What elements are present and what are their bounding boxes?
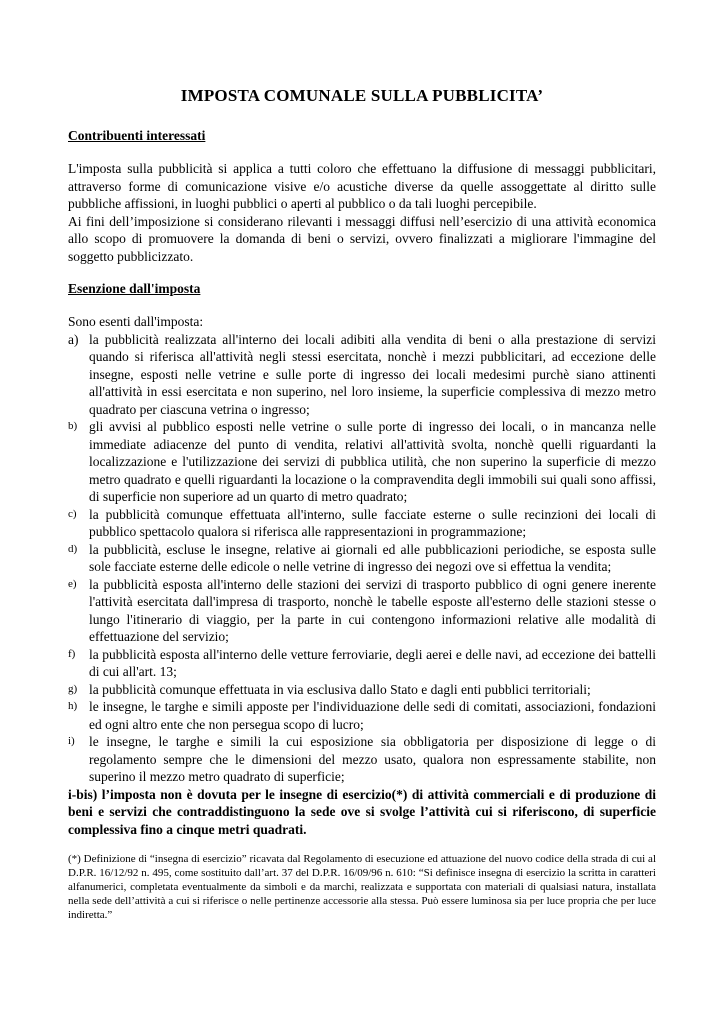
list-item bbox=[68, 646, 656, 681]
list-item bbox=[68, 418, 656, 506]
exemption-intro: Sono esenti dall'imposta: bbox=[68, 314, 204, 329]
footnote: (*) Definizione di “insegna di esercizio” ricavata dal Regolamento di esecuzione ed attuazione del nuovo codice della strada di cui al D.P.R. 16/12/92 n. 495, come sostituito dall’art. 37 del D.P.R. 16/09/96 n. 610: “Si definisce insegna di esercizio la scritta in caratteri alfanumerici, completata eventualmente da simboli e da marchi, realizzata e supportata con materiali di qualsiasi natura, installata nella sede dell’attività a cui si riferisce o nelle pertinenze accessorie alla stessa. Può essere luminosa sia per luce propria che per luce indiretta.” bbox=[68, 853, 656, 921]
list-marker: h) bbox=[68, 700, 78, 712]
paragraph: Ai fini dell’imposizione si considerano rilevanti i messaggi diffusi nell’esercizio di una attività economica allo scopo di promuovere la domanda di beni o servizi, ovvero finalizzati a migliorare l'immagine del soggetto pubblicizzato. bbox=[68, 213, 656, 264]
document-title: IMPOSTA COMUNALE SULLA PUBBLICITA’ bbox=[180, 86, 544, 105]
list-item-text: la pubblicità realizzata all'interno dei locali adibiti alla vendita di beni o alla prestazione di servizi quando si riferisca all'attività negli stessi esercitata, nonchè i mezzi pubblicitari, ad eccezione delle insegne, esposti nelle vetrine e sulle porte di ingresso dei locali medesimi purchè siano attinenti all'attività in essi esercitata e non superino, nel loro insieme, la superficie complessiva di mezzo metro quadrato per ciascuna vetrina o ingresso; bbox=[89, 331, 656, 417]
list-item-text: la pubblicità esposta all'interno delle stazioni dei servizi di trasporto pubblico di ogni genere inerente l'attività esercitata dall'impresa di trasporto, nonchè le tabelle esposte all'esterno delle stazioni stesse o lungo l'itinerario di viaggio, per la parte in cui contengono informazioni relative alle modalità di effettuazione del servizio; bbox=[89, 576, 656, 644]
list-marker: f) bbox=[68, 647, 76, 660]
exemption-i-bis: i-bis) l’imposta non è dovuta per le insegne di esercizio(*) di attività commerciali e di produzione di beni e servizi che contraddistinguono la sede ove si svolge l’attività cui si riferiscono, di superficie complessiva fino a cinque metri quadrati. bbox=[68, 786, 656, 837]
list-item-text: la pubblicità, escluse le insegne, relative ai giornali ed alle pubblicazioni periodiche, se esposta sulle sole facciate esterne delle edicole o nelle vetrine di ingresso dei negozi ove si effettua la vendita; bbox=[89, 541, 656, 574]
list-item bbox=[68, 541, 656, 576]
list-item bbox=[68, 681, 656, 699]
list-item-text: le insegne, le targhe e simili apposte per l'individuazione delle sedi di comitati, associazioni, fondazioni ed ogni altro ente che non persegua scopo di lucro; bbox=[89, 699, 656, 732]
list-item-text: le insegne, le targhe e simili la cui esposizione sia obbligatoria per disposizione di legge o di regolamento sempre che le dimensioni del mezzo usato, qualora non espressamente stabilite, non superino il mezzo metro quadrato di superficie; bbox=[89, 734, 656, 784]
list-marker: b) bbox=[68, 420, 78, 432]
list-item-text: la pubblicità comunque effettuata in via esclusiva dallo Stato e dagli enti pubblici territoriali; bbox=[89, 681, 591, 697]
list-item-text: gli avvisi al pubblico esposti nelle vetrine o sulle porte di ingresso dei locali, o in mancanza nelle immediate adiacenze del punto di vendita, relativi all'attività svolta, nonchè quelli riguardanti la localizzazione e l'utilizzazione dei servizi di pubblica utilità, che non superino la superficie di mezzo metro quadrato e quelli riguardanti la locazione o la compravendita degli immobili sui quali sono affissi, di superficie non superiore ad un quarto di metro quadrato; bbox=[89, 419, 656, 504]
list-marker: e) bbox=[68, 577, 77, 590]
section-heading-contribuenti: Contribuenti interessati bbox=[68, 128, 206, 143]
list-item bbox=[68, 733, 656, 786]
list-item bbox=[68, 576, 656, 646]
list-item bbox=[68, 698, 656, 733]
section-heading-esenzione: Esenzione dall'imposta bbox=[68, 281, 201, 296]
document-page bbox=[68, 86, 656, 922]
list-marker: g) bbox=[68, 682, 78, 695]
list-item bbox=[68, 506, 656, 541]
list-marker: c) bbox=[68, 507, 77, 520]
list-marker: i) bbox=[68, 735, 75, 747]
list-marker: a) bbox=[68, 331, 79, 347]
list-item bbox=[68, 331, 656, 419]
list-marker: d) bbox=[68, 542, 78, 555]
list-item-text: la pubblicità comunque effettuata all'interno, sulle facciate esterne o sulle recinzioni dei locali di pubblico spettacolo qualora si riferisca alle rappresentazioni in programmazione; bbox=[89, 506, 656, 539]
exemption-list bbox=[68, 331, 656, 786]
paragraph: L'imposta sulla pubblicità si applica a tutti coloro che effettuano la diffusione di messaggi pubblicitari, attraverso forme di comunicazione visive e/o acustiche diverse da quelle assoggettate al diritto sulle pubbliche affissioni, in luoghi pubblici o aperti al pubblico o da tali luoghi percepibile. bbox=[68, 161, 656, 211]
list-item-text: la pubblicità esposta all'interno delle vetture ferroviarie, degli aerei e delle navi, ad eccezione dei battelli di cui all'art. 13; bbox=[89, 646, 656, 679]
